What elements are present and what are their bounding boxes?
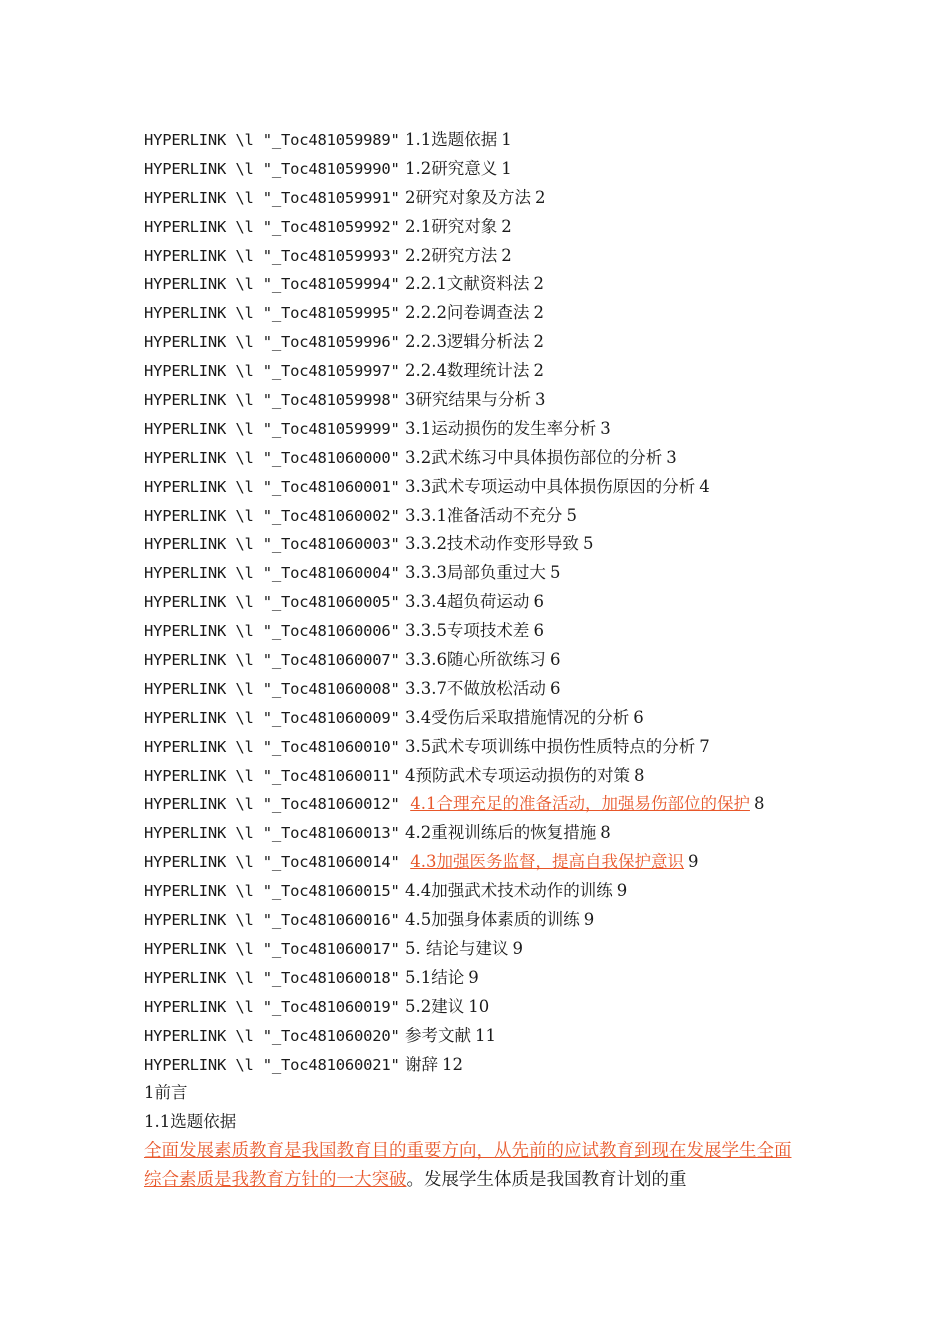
toc-entry[interactable]: [144, 1051, 804, 1080]
toc-link-title[interactable]: 4.2重视训练后的恢复措施: [404, 823, 597, 843]
toc-entry[interactable]: [144, 675, 804, 704]
toc-page-number: 9: [583, 910, 595, 930]
toc-page-number: 3: [666, 447, 677, 467]
toc-field-code: HYPERLINK \l "_Toc481060009": [144, 708, 400, 727]
toc-field-code: HYPERLINK \l "_Toc481060020": [144, 1026, 400, 1045]
toc-field-code: HYPERLINK \l "_Toc481060018": [144, 968, 400, 987]
toc-link-title[interactable]: 3.2武术练习中具体损伤部位的分析: [404, 447, 663, 467]
toc-page-number: 9: [512, 938, 523, 958]
toc-field-code: HYPERLINK \l "_Toc481059991": [144, 188, 400, 207]
section-heading-1-1: 1.1选题依据: [144, 1112, 237, 1132]
toc-page-number: 1: [501, 158, 512, 178]
toc-entry[interactable]: [144, 386, 804, 415]
toc-link-title[interactable]: 参考文献: [404, 1025, 471, 1045]
toc-entry[interactable]: [144, 877, 804, 906]
toc-entry[interactable]: [144, 530, 804, 559]
body-paragraph: [144, 1137, 804, 1195]
toc-link-title[interactable]: 3研究结果与分析: [404, 390, 531, 410]
toc-link-title[interactable]: 2.2.3逻辑分析法: [404, 332, 530, 352]
toc-field-code: HYPERLINK \l "_Toc481060011": [144, 766, 400, 785]
toc-page-number: 5: [549, 563, 561, 583]
toc-link-title[interactable]: 3.4受伤后采取措施情况的分析: [404, 707, 630, 727]
toc-page-number: 6: [633, 707, 644, 727]
toc-entry[interactable]: [144, 559, 804, 588]
toc-entry[interactable]: [144, 733, 804, 762]
toc-page-number: 6: [549, 678, 561, 698]
toc-page-number: 5: [566, 505, 577, 525]
toc-link-title[interactable]: 5.2建议: [404, 996, 465, 1016]
toc-field-code: HYPERLINK \l "_Toc481060008": [144, 679, 400, 698]
toc-link-title[interactable]: 3.3.4超负荷运动: [404, 592, 530, 612]
toc-link-title[interactable]: 4.4加强武术技术动作的训练: [404, 881, 613, 901]
toc-link-title[interactable]: 4预防武术专项运动损伤的对策: [404, 765, 630, 785]
toc-page-number: 9: [616, 881, 628, 901]
toc-page-number: 10: [468, 996, 490, 1016]
toc-page-number: 8: [600, 823, 611, 843]
toc-field-code: HYPERLINK \l "_Toc481060006": [144, 622, 400, 641]
toc-link-title[interactable]: 3.3.5专项技术差: [404, 621, 530, 641]
toc-link-title[interactable]: 4.5加强身体素质的训练: [404, 910, 580, 930]
toc-page-number: 2: [501, 216, 512, 236]
toc-field-code: HYPERLINK \l "_Toc481059992": [144, 217, 400, 236]
highlighted-link-text[interactable]: 全面发展素质教育是我国教育目的重要方向，从先前的应试教育到现在发展学生全面综合素质是我教育方针的一大突破: [144, 1141, 792, 1191]
toc-link-title[interactable]: 3.5武术专项训练中损伤性质特点的分析: [404, 736, 696, 756]
toc-link-title[interactable]: 3.3.1准备活动不充分: [404, 505, 563, 525]
toc-field-code: HYPERLINK \l "_Toc481060002": [144, 506, 400, 525]
toc-field-code: HYPERLINK \l "_Toc481060012": [144, 795, 400, 814]
toc-field-code: HYPERLINK \l "_Toc481059998": [144, 391, 400, 410]
toc-link-title[interactable]: 2.2.4数理统计法: [404, 361, 530, 381]
toc-field-code: HYPERLINK \l "_Toc481059995": [144, 304, 400, 323]
toc-page-number: 2: [533, 274, 544, 294]
toc-entry[interactable]: [144, 790, 804, 819]
toc-link-title[interactable]: 3.3.7不做放松活动: [404, 678, 546, 698]
toc-entry[interactable]: [144, 242, 804, 271]
paragraph-text: 。发展学生体质是我国教育计划的重: [406, 1170, 687, 1191]
toc-entry[interactable]: [144, 155, 804, 184]
toc-field-code: HYPERLINK \l "_Toc481060005": [144, 593, 400, 612]
toc-field-code: HYPERLINK \l "_Toc481060000": [144, 448, 400, 467]
toc-field-code: HYPERLINK \l "_Toc481059994": [144, 275, 400, 294]
toc-field-code: HYPERLINK \l "_Toc481059999": [144, 419, 400, 438]
toc-link-title[interactable]: 4.1合理充足的准备活动，加强易伤部位的保护: [410, 794, 750, 814]
toc-link-title[interactable]: 2研究对象及方法: [404, 187, 531, 207]
toc-link-title[interactable]: 谢辞: [404, 1054, 438, 1074]
toc-field-code: HYPERLINK \l "_Toc481060007": [144, 651, 400, 670]
toc-link-title[interactable]: 2.2.2问卷调查法: [404, 303, 530, 323]
toc-field-code: HYPERLINK \l "_Toc481060003": [144, 535, 400, 554]
toc-field-code: HYPERLINK \l "_Toc481060010": [144, 737, 400, 756]
toc-entry[interactable]: [144, 357, 804, 386]
toc-entry[interactable]: [144, 906, 804, 935]
document-content: [144, 126, 804, 1195]
toc-link-title[interactable]: 2.2研究方法: [404, 245, 498, 265]
toc-page-number: 1: [501, 130, 512, 149]
toc-link-title[interactable]: 3.3.6随心所欲练习: [404, 650, 546, 670]
toc-page-number: 6: [549, 650, 561, 670]
toc-field-code: HYPERLINK \l "_Toc481060004": [144, 564, 400, 583]
toc-field-code: HYPERLINK \l "_Toc481059990": [144, 159, 400, 178]
toc-entry[interactable]: [144, 126, 804, 155]
toc-page-number: 9: [468, 967, 479, 987]
toc-link-title[interactable]: 5.1结论: [404, 967, 465, 987]
toc-page-number: 11: [474, 1025, 496, 1045]
toc-page-number: 3: [534, 390, 546, 410]
toc-page-number: 2: [533, 361, 544, 381]
toc-link-title[interactable]: 3.1运动损伤的发生率分析: [404, 418, 597, 438]
toc-link-title[interactable]: 3.3.2技术动作变形导致: [404, 534, 579, 554]
toc-link-title[interactable]: 4.3加强医务监督，提高自我保护意识: [410, 852, 684, 872]
toc-page-number: 7: [699, 736, 710, 756]
toc-page-number: 2: [533, 303, 544, 323]
toc-field-code: HYPERLINK \l "_Toc481059996": [144, 333, 400, 352]
toc-field-code: HYPERLINK \l "_Toc481060014": [144, 853, 400, 872]
toc-field-code: HYPERLINK \l "_Toc481060017": [144, 939, 400, 958]
toc-page-number: 6: [533, 621, 544, 641]
toc-field-code: HYPERLINK \l "_Toc481059989": [144, 131, 400, 149]
toc-entry[interactable]: [144, 328, 804, 357]
toc-link-title[interactable]: 2.2.1文献资料法: [404, 274, 530, 294]
toc-entry[interactable]: [144, 819, 804, 848]
toc-entry[interactable]: [144, 184, 804, 213]
toc-page-number: 2: [533, 332, 544, 352]
toc-entry[interactable]: [144, 502, 804, 531]
toc-entry[interactable]: [144, 473, 804, 502]
toc-page-number: 4: [699, 476, 710, 496]
toc-page-number: 3: [600, 418, 611, 438]
toc-entry[interactable]: [144, 993, 804, 1022]
toc-page-number: 9: [687, 852, 699, 872]
toc-link-title[interactable]: 1.1选题依据: [404, 130, 498, 149]
toc-entry[interactable]: [144, 848, 804, 877]
table-of-contents: [144, 126, 804, 1079]
toc-entry[interactable]: [144, 762, 804, 791]
toc-field-code: HYPERLINK \l "_Toc481059993": [144, 246, 400, 265]
toc-link-title[interactable]: 3.3.3局部负重过大: [404, 563, 546, 583]
toc-page-number: 2: [501, 245, 512, 265]
toc-link-title[interactable]: 1.2研究意义: [404, 158, 498, 178]
toc-page-number: 12: [441, 1054, 463, 1074]
toc-link-title[interactable]: 5. 结论与建议: [404, 938, 509, 958]
toc-page-number: 6: [533, 592, 544, 612]
toc-entry[interactable]: [144, 964, 804, 993]
toc-page-number: 5: [582, 534, 594, 554]
toc-entry[interactable]: [144, 646, 804, 675]
toc-page-number: 8: [633, 765, 645, 785]
toc-field-code: HYPERLINK \l "_Toc481060015": [144, 882, 400, 901]
toc-entry[interactable]: [144, 444, 804, 473]
toc-field-code: HYPERLINK \l "_Toc481060001": [144, 477, 400, 496]
toc-entry[interactable]: [144, 704, 804, 733]
toc-link-title[interactable]: 3.3武术专项运动中具体损伤原因的分析: [404, 476, 696, 496]
toc-link-title[interactable]: 2.1研究对象: [404, 216, 498, 236]
toc-entry[interactable]: [144, 213, 804, 242]
toc-entry[interactable]: [144, 588, 804, 617]
toc-field-code: HYPERLINK \l "_Toc481059997": [144, 362, 400, 381]
toc-entry[interactable]: [144, 1022, 804, 1051]
toc-entry[interactable]: [144, 617, 804, 646]
toc-entry[interactable]: [144, 935, 804, 964]
toc-entry[interactable]: [144, 299, 804, 328]
toc-field-code: HYPERLINK \l "_Toc481060019": [144, 997, 400, 1016]
toc-field-code: HYPERLINK \l "_Toc481060016": [144, 911, 400, 930]
toc-entry[interactable]: [144, 415, 804, 444]
toc-field-code: HYPERLINK \l "_Toc481060021": [144, 1055, 400, 1074]
toc-page-number: 8: [753, 794, 765, 814]
toc-entry[interactable]: [144, 270, 804, 299]
toc-page-number: 2: [534, 187, 546, 207]
section-heading-1: 1前言: [144, 1083, 188, 1103]
toc-field-code: HYPERLINK \l "_Toc481060013": [144, 824, 400, 843]
